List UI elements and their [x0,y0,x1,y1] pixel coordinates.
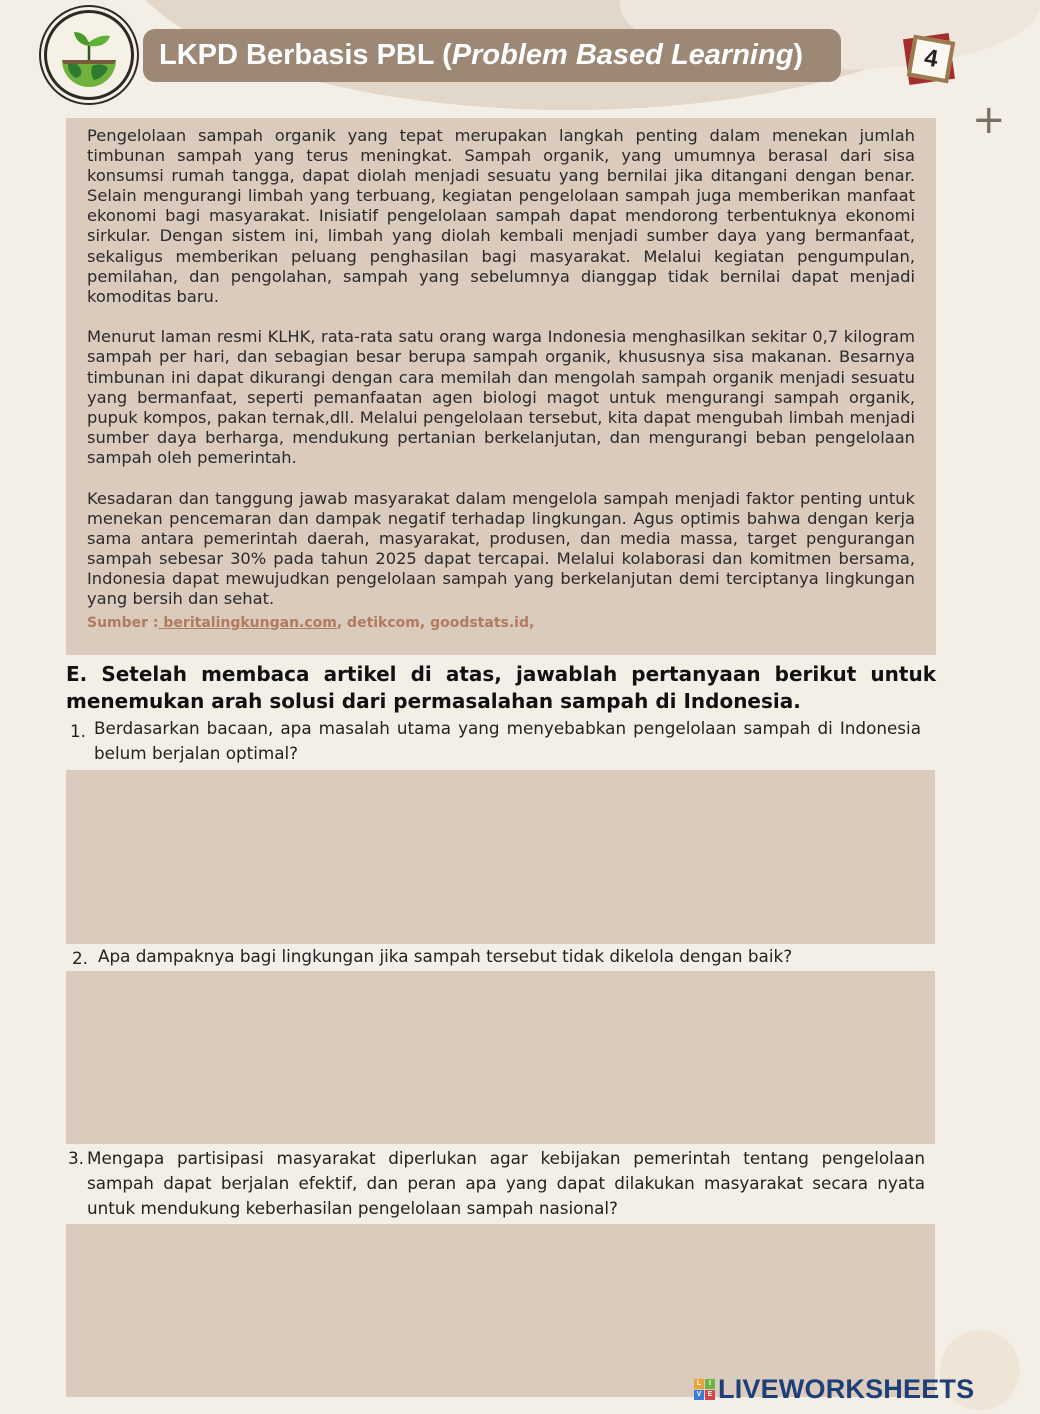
answer-box-2[interactable] [66,971,935,1144]
title-prefix: LKPD Berbasis PBL ( [159,39,452,71]
section-heading: E. Setelah membaca artikel di atas, jawablah pertanyaan berikut untuk menemukan arah solusi dari permasalahan sampah di Indonesia. [66,662,936,713]
liveworksheets-icon: L I V E [694,1379,715,1400]
page-number: 4 [907,35,956,84]
liveworksheets-text: LIVEWORKSHEETS [718,1374,975,1404]
page-title [143,29,841,82]
source-rest: , detikcom, goodstats.id, [336,614,535,631]
plus-decoration-icon: + [972,97,1006,143]
source-link[interactable]: beritalingkungan.com [158,614,337,631]
answer-box-1[interactable] [66,770,935,944]
question-2-number: 2. [72,948,89,968]
question-1-text: Berdasarkan bacaan, apa masalah utama yang menyebabkan pengelolaan sampah di Indonesia belum berjalan optimal? [94,718,921,763]
source-label: Sumber : [87,614,159,631]
title-suffix: ) [793,39,804,71]
title-italic: Problem Based Learning [451,39,794,71]
liveworksheets-brand [694,1374,974,1405]
question-3-text: Mengapa partisipasi masyarakat diperlukan agar kebijakan pemerintah tentang pengelolaan sampah dapat berjalan efektif, dan peran apa yang dapat dilakukan masyarakat secara nyata untuk mendukung keberhasilan pengelolaan sampah nasional? [87,1148,925,1218]
question-2-text: Apa dampaknya bagi lingkungan jika sampah tersebut tidak dikelola dengan baik? [98,946,793,966]
plant-globe-icon [54,20,124,90]
answer-box-3[interactable] [66,1224,935,1397]
question-3-number: 3. [68,1148,85,1168]
article-paragraph-3: Kesadaran dan tanggung jawab masyarakat dalam mengelola sampah menjadi faktor penting untuk menekan pencemaran dan dampak negatif terhadap lingkungan. Agus optimis bahwa dengan kerja sama antara pemerintah daerah, masyarakat, produsen, dan media massa, target pengurangan sampah sebesar 30% pada tahun 2025 dapat tercapai. Melalui kolaborasi dan komitmen bersama, Indonesia dapat mewujudkan pengelolaan sampah yang berkelanjutan demi terciptanya lingkungan yang bersih dan sehat. [87,488,915,608]
article-paragraph-1: Pengelolaan sampah organik yang tepat merupakan langkah penting dalam menekan jumlah timbunan sampah yang terus meningkat. Sampah organik, yang umumnya berasal dari sisa konsumsi rumah tangga, dapat diolah menjadi sesuatu yang bernilai jika ditangani dengan benar. Selain mengurangi limbah yang terbuang, kegiatan pengelolaan sampah juga memberikan manfaat ekonomi bagi masyarakat. Inisiatif pengelolaan sampah dapat mendorong terbentuknya ekonomi sirkular. Dengan sistem ini, limbah yang diolah kembali menjadi sumber daya yang bermanfaat, sekaligus memberikan peluang penghasilan bagi masyarakat. Melalui kegiatan pengumpulan, pemilahan, dan pengolahan, sampah yang sebelumnya dianggap tidak bernilai dapat menjadi komoditas baru. [87,126,915,306]
article-paragraph-2: Menurut laman resmi KLHK, rata-rata satu orang warga Indonesia menghasilkan sekitar 0,7 kilogram sampah per hari, dan sebagian besar berupa sampah organik, khususnya sisa makanan. Besarnya timbunan ini dapat dikurangi dengan cara memilah dan mengolah sampah organik menjadi sesuatu yang bermanfaat, seperti pemanfaatan agen biologi magot untuk mengurangi sampah organik, pupuk kompos, pakan ternak,dll. Melalui pengelolaan tersebut, kita dapat mengubah limbah menjadi sumber daya berharga, mendukung pertanian berkelanjutan, dan mengurangi beban pengelolaan sampah oleh pemerintah. [87,327,915,467]
logo [44,10,134,100]
article-box [66,118,936,655]
source-citation [87,615,915,631]
question-1-number: 1. [70,721,87,741]
